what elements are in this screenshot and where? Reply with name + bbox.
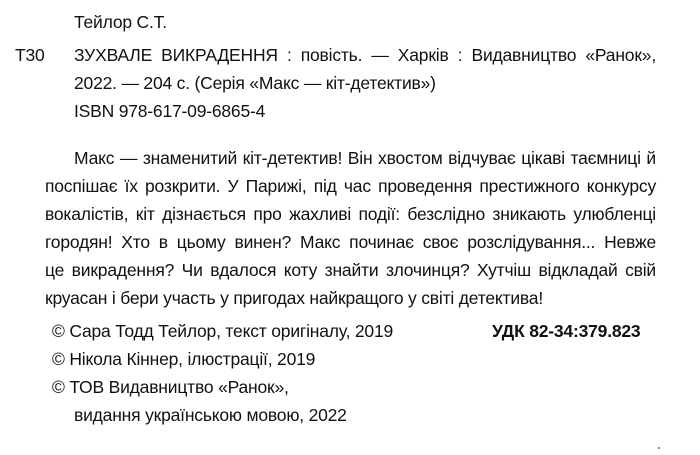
title-line-2: 2022. — 204 с. (Серія «Макс — кіт-детектив») bbox=[74, 73, 436, 93]
udc-code: УДК 82-34:379.823 bbox=[492, 321, 641, 341]
annotation-line-4: городян! Хто в цьому винен? Макс починає своє розслідування... Невже bbox=[45, 232, 656, 252]
annotation-line-1: Макс — знаменитий кіт-детектив! Він хвостом відчуває цікаві таємниці й bbox=[74, 148, 656, 168]
author-name: Тейлор С.Т. bbox=[74, 12, 167, 32]
isbn: ISBN 978-617-09-6865-4 bbox=[74, 101, 266, 121]
annotation-line-3: вокалістів, кіт дізнається про жахливі події: безслідно зникають улюбленці bbox=[45, 204, 656, 224]
annotation-line-6: круасан і бери участь у пригодах найкращого у світі детектива! bbox=[45, 288, 543, 308]
classification-code: Т30 bbox=[15, 45, 45, 65]
annotation-line-2: поспішає їх розкрити. У Парижі, під час проведення престижного конкурсу bbox=[45, 176, 656, 196]
annotation-line-5: це викрадення? Чи вдалося коту знайти злочинця? Хутчіш відкладай свій bbox=[45, 260, 656, 280]
copyright-publisher: © ТОВ Видавництво «Ранок», bbox=[52, 377, 289, 397]
copyright-illustrator: © Нікола Кіннер, ілюстрації, 2019 bbox=[52, 349, 316, 369]
copyright-author: © Сара Тодд Тейлор, текст оригіналу, 2019 bbox=[52, 321, 394, 341]
copyright-edition: видання українською мовою, 2022 bbox=[74, 405, 347, 425]
page-dot bbox=[658, 447, 660, 449]
title-line-1: ЗУХВАЛЕ ВИКРАДЕННЯ : повість. — Харків : Видавництво «Ранок», bbox=[74, 45, 656, 65]
